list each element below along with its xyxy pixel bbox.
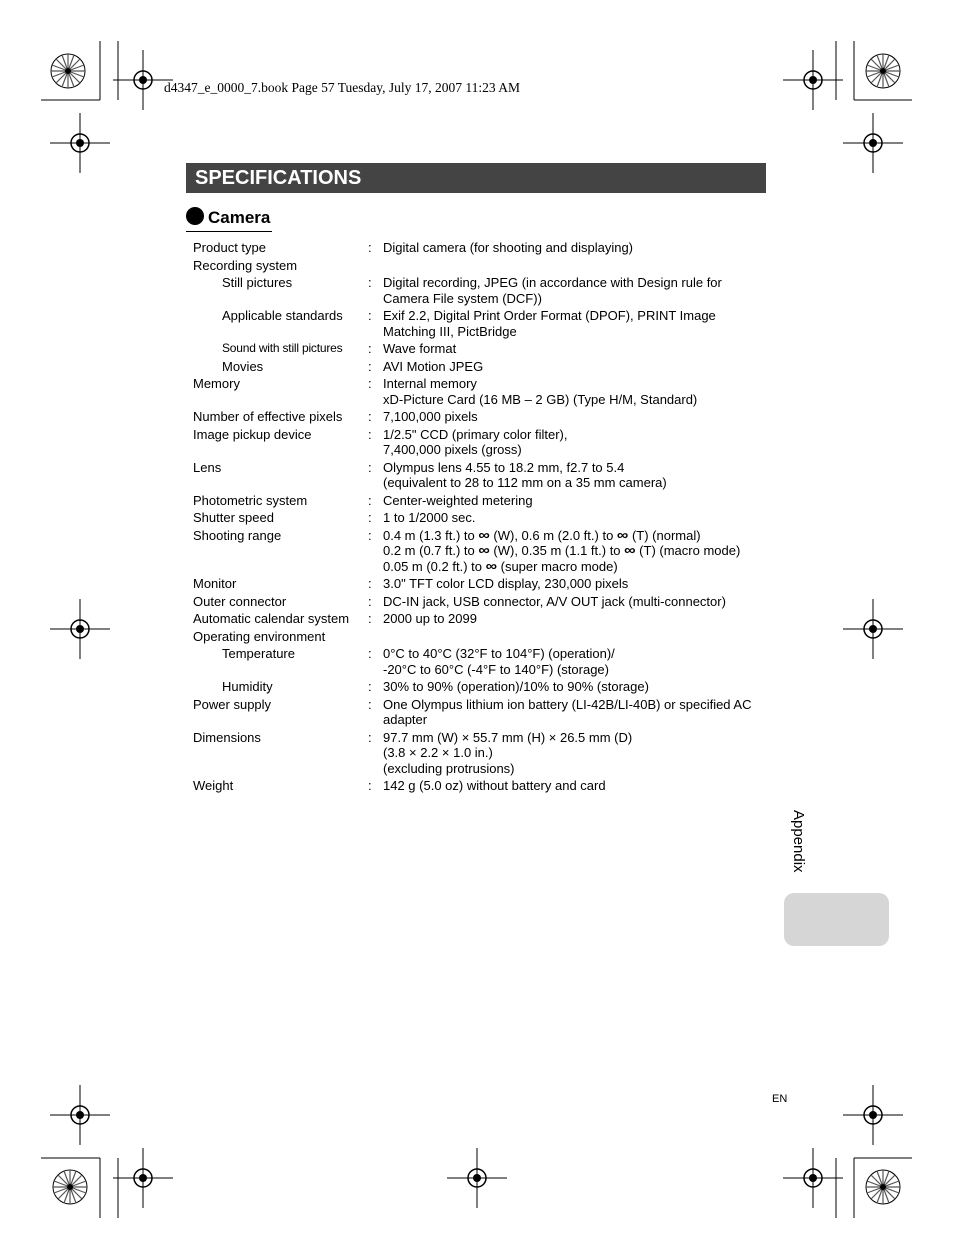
spec-value-line: Exif 2.2, Digital Print Order Format (DPOF), PRINT Image (383, 308, 716, 323)
spec-row (193, 427, 773, 458)
spec-value (383, 359, 773, 375)
spec-label: Shutter speed (193, 510, 274, 525)
spec-label: Temperature (222, 646, 295, 661)
spec-value (383, 528, 773, 575)
spec-separator: : (368, 646, 372, 661)
spec-value-line: Internal memory (383, 376, 477, 391)
spec-value (383, 308, 773, 339)
spec-label: Sound with still pictures (222, 341, 343, 355)
spec-row (193, 730, 773, 777)
spec-label: Dimensions (193, 729, 261, 745)
spec-value (383, 409, 773, 425)
spec-value-line: (equivalent to 28 to 112 mm on a 35 mm camera) (383, 475, 667, 490)
spec-value-line: Matching III, PictBridge (383, 323, 517, 339)
spec-label: Still pictures (222, 275, 293, 290)
section-title: SPECIFICATIONS (195, 167, 362, 189)
spec-value (383, 594, 773, 610)
spec-value (383, 629, 773, 645)
spec-value (383, 730, 773, 777)
spec-value (383, 646, 773, 677)
spec-value-line: 1/2.5" CCD (primary color filter), (383, 426, 568, 442)
spec-value (383, 376, 773, 407)
spec-value (383, 493, 773, 509)
spec-row (193, 679, 773, 695)
appendix-thumb-tab (784, 893, 889, 946)
spec-value (383, 778, 773, 794)
spec-value-line: Digital camera (for shooting and displaying) (383, 240, 634, 255)
spec-value-line: Camera File system (DCF)) (383, 290, 542, 306)
spec-value (383, 576, 773, 592)
spec-row (193, 576, 773, 592)
spec-value-line: 7,100,000 pixels (383, 409, 478, 424)
spec-separator: : (368, 696, 372, 712)
infinity-symbol: ∞ (485, 558, 498, 574)
spec-value-line: (3.8 × 2.2 × 1.0 in.) (383, 745, 493, 760)
spec-separator: : (368, 576, 372, 591)
spec-value-line: 0.4 m (1.3 ft.) to ∞ (W), 0.6 m (2.0 ft.) to ∞ (T) (normal) (383, 527, 701, 543)
spec-separator: : (368, 611, 372, 626)
spec-value-line: 0.05 m (0.2 ft.) to ∞ (super macro mode) (383, 558, 618, 574)
spec-separator: : (368, 240, 372, 255)
spec-value (383, 341, 773, 357)
spec-value-line: 1 to 1/2000 sec. (383, 510, 476, 525)
spec-row (193, 460, 773, 491)
spec-value-line: One Olympus lithium ion battery (LI-42B/LI-40B) or specified AC (383, 696, 752, 712)
subsection-title: Camera (208, 208, 271, 227)
spec-value (383, 510, 773, 526)
spec-value-line: 2000 up to 2099 (383, 611, 477, 626)
spec-row (193, 697, 773, 728)
spec-value-line: xD-Picture Card (16 MB – 2 GB) (Type H/M, Standard) (383, 391, 698, 407)
spec-label: Movies (222, 358, 264, 374)
spec-value-line: 0°C to 40°C (32°F to 104°F) (operation)/ (383, 646, 615, 661)
spec-label: Product type (193, 240, 266, 255)
spec-label: Lens (193, 459, 222, 475)
book-header-line: d4347_e_0000_7.book Page 57 Tuesday, July 17, 2007 11:23 AM (164, 80, 521, 95)
spec-row (193, 258, 773, 274)
spec-label: Humidity (222, 679, 273, 694)
spec-row (193, 493, 773, 509)
spec-separator: : (368, 358, 372, 374)
spec-label: Operating environment (193, 628, 326, 644)
spec-label: Outer connector (193, 593, 287, 609)
spec-separator: : (368, 510, 372, 525)
spec-separator: : (368, 778, 372, 793)
spec-label: Monitor (193, 576, 237, 591)
spec-value-line: Center-weighted metering (383, 492, 533, 508)
spec-label: Number of effective pixels (193, 409, 343, 424)
spec-value-line: 0.2 m (0.7 ft.) to ∞ (W), 0.35 m (1.1 ft.) to ∞ (T) (macro mode) (383, 543, 741, 558)
spec-label: Image pickup device (193, 426, 312, 442)
language-marker: EN (772, 1093, 788, 1105)
spec-row (193, 629, 773, 645)
spec-value-line: -20°C to 60°C (-4°F to 140°F) (storage) (383, 661, 609, 677)
infinity-symbol: ∞ (478, 527, 490, 543)
spec-value (383, 460, 773, 491)
spec-value (383, 258, 773, 274)
spec-row (193, 308, 773, 339)
spec-label: Applicable standards (222, 308, 343, 323)
spec-row (193, 510, 773, 526)
spec-label: Memory (193, 376, 240, 391)
spec-row (193, 646, 773, 677)
spec-value-line: Wave format (383, 341, 457, 356)
spec-separator: : (368, 459, 372, 475)
spec-value-line: AVI Motion JPEG (383, 358, 484, 374)
spec-value-line: (excluding protrusions) (383, 760, 515, 776)
infinity-symbol: ∞ (478, 543, 490, 558)
spec-row (193, 594, 773, 610)
infinity-symbol: ∞ (616, 527, 629, 543)
spec-separator: : (368, 308, 372, 323)
spec-value (383, 275, 773, 306)
spec-value-line: 7,400,000 pixels (gross) (383, 442, 522, 457)
spec-row (193, 341, 773, 357)
spec-separator: : (368, 729, 372, 745)
spec-label: Recording system (193, 257, 298, 273)
spec-separator: : (368, 409, 372, 424)
appendix-side-label: Appendix (790, 810, 807, 873)
spec-value-line: adapter (383, 712, 428, 727)
spec-separator: : (368, 275, 372, 290)
spec-separator: : (368, 527, 372, 543)
spec-separator: : (368, 492, 372, 508)
spec-row (193, 409, 773, 425)
spec-label: Power supply (193, 696, 272, 712)
spec-value (383, 240, 773, 256)
spec-label: Photometric system (193, 492, 308, 508)
spec-value-line: DC-IN jack, USB connector, A/V OUT jack (multi-connector) (383, 593, 726, 609)
specifications-table (193, 240, 773, 796)
spec-row (193, 359, 773, 375)
spec-value-line: 3.0" TFT color LCD display, 230,000 pixels (383, 576, 629, 591)
spec-separator: : (368, 679, 372, 694)
spec-row (193, 376, 773, 407)
spec-separator: : (368, 593, 372, 609)
spec-row (193, 275, 773, 306)
spec-row (193, 611, 773, 627)
spec-value-line: 97.7 mm (W) × 55.7 mm (H) × 26.5 mm (D) (383, 729, 633, 745)
spec-value (383, 679, 773, 695)
spec-separator: : (368, 341, 372, 356)
spec-separator: : (368, 426, 372, 442)
spec-row (193, 240, 773, 256)
spec-label: Shooting range (193, 527, 282, 543)
spec-separator: : (368, 376, 372, 391)
spec-label: Automatic calendar system (193, 611, 350, 626)
spec-value-line: Digital recording, JPEG (in accordance with Design rule for (383, 275, 722, 290)
section-title-bar (186, 163, 766, 193)
spec-value (383, 611, 773, 627)
spec-value-line: 142 g (5.0 oz) without battery and card (383, 778, 606, 793)
bullet-icon (186, 207, 204, 225)
spec-row (193, 778, 773, 794)
spec-value-line: 30% to 90% (operation)/10% to 90% (storage) (383, 679, 649, 694)
infinity-symbol: ∞ (624, 543, 636, 558)
spec-value (383, 697, 773, 728)
spec-label: Weight (193, 778, 234, 793)
spec-value (383, 427, 773, 458)
spec-row (193, 528, 773, 575)
spec-value-line: Olympus lens 4.55 to 18.2 mm, f2.7 to 5.4 (383, 459, 625, 475)
subsection-heading (186, 207, 272, 232)
